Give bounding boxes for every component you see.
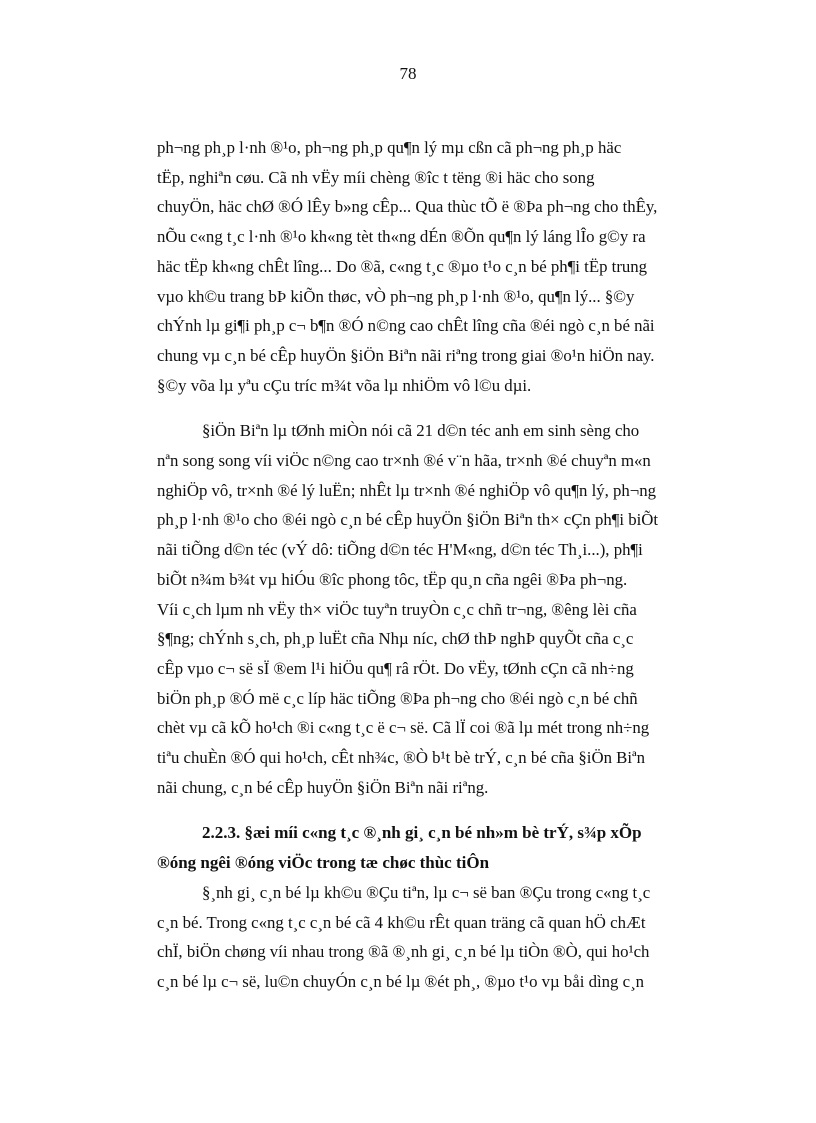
text-line: nãi tiÕng d©n téc (vÝ dô: tiÕng d©n téc H'M«ng, d©n téc Th¸i...), ph¶i xyxy=(157,540,643,560)
text-line: cÊp vµo c¬ së sÏ ®em l¹i hiÖu qu¶ râ rÖt. Do vËy, tØnh cÇn cã nh÷ng xyxy=(157,658,634,678)
text-line: c¸n bé. Trong c«ng t¸c c¸n bé cã 4 kh©u rÊt quan träng cã quan hÖ chÆt xyxy=(157,912,646,932)
paragraph-1 xyxy=(157,133,741,400)
text-line: biÕt n¾m b¾t vµ hiÓu ®îc phong tôc, tËp qu¸n cña ngêi ®Þa ph¬ng. xyxy=(157,569,628,589)
text-line: chÏ, biÖn chøng víi nhau trong ®ã ®¸nh gi¸ c¸n bé lµ tiÒn ®Ò, qui ho¹ch xyxy=(157,942,650,962)
text-line: chuyÖn, häc chØ ®Ó lÊy b»ng cÊp... Qua thùc tÕ ë ®Þa ph¬ng cho thÊy, xyxy=(157,197,658,217)
page-number: 78 xyxy=(399,64,417,83)
text-line: chÝnh lµ gi¶i ph¸p c¬ b¶n ®Ó n©ng cao chÊt lîng cña ®éi ngò c¸n bé nãi xyxy=(157,316,655,336)
text-line: chèt vµ cã kÕ ho¹ch ®i c«ng t¸c ë c¬ së. Cã lÏ coi ®ã lµ mét trong nh÷ng xyxy=(157,718,650,738)
text-line: §iÖn Biªn lµ tØnh miÒn nói cã 21 d©n téc anh em sinh sèng cho xyxy=(202,421,640,441)
document-body xyxy=(157,133,741,997)
paragraph-3 xyxy=(157,878,741,997)
text-line: §¶ng; chÝnh s¸ch, ph¸p luËt cña Nhµ níc, chØ thÞ nghÞ quyÕt cña c¸c xyxy=(157,629,634,649)
text-line: nghiÖp vô, tr×nh ®é lý luËn; nhÊt lµ tr×nh ®é nghiÖp vô qu¶n lý, ph¬ng xyxy=(157,480,657,500)
heading-line: 2.2.3. §æi míi c«ng t¸c ®¸nh gi¸ c¸n bé nh»m bè trÝ, s¾p xÕp xyxy=(202,823,642,843)
text-line: nãi chung, c¸n bé cÊp huyÖn §iÖn Biªn nãi riªng. xyxy=(157,777,489,797)
text-line: §©y võa lµ yªu cÇu tríc m¾t võa lµ nhiÖm vô l©u dµi. xyxy=(157,375,532,395)
text-line: ph¬ng ph¸p l·nh ®¹o, ph¬ng ph¸p qu¶n lý mµ cßn cã ph¬ng ph¸p häc xyxy=(157,138,622,157)
text-line: ph¸p l·nh ®¹o cho ®éi ngò c¸n bé cÊp huyÖn §iÖn Biªn th× cÇn ph¶i biÕt xyxy=(157,510,659,530)
text-line: chung vµ c¸n bé cÊp huyÖn §iÖn Biªn nãi riªng trong giai ®o¹n hiÖn nay. xyxy=(157,345,655,365)
text-line: vµo kh©u trang bÞ kiÕn thøc, vÒ ph¬ng ph¸p l·nh ®¹o, qu¶n lý... §©y xyxy=(157,286,635,306)
section-heading xyxy=(157,818,741,877)
text-line: Víi c¸ch lµm nh vËy th× viÖc tuyªn truyÒn c¸c chñ tr¬ng, ®êng lèi cña xyxy=(157,599,637,619)
text-line: tiªu chuÈn ®Ó qui ho¹ch, cÊt nh¾c, ®Ò b¹t bè trÝ, c¸n bé cña §iÖn Biªn xyxy=(157,748,646,768)
text-line: §¸nh gi¸ c¸n bé lµ kh©u ®Çu tiªn, lµ c¬ së ban ®Çu trong c«ng t¸c xyxy=(202,882,651,902)
text-line: c¸n bé lµ c¬ së, lu©n chuyÓn c¸n bé lµ ®ét ph¸, ®µo t¹o vµ båi dìng c¸n xyxy=(157,971,645,991)
paragraph-gap xyxy=(157,400,741,416)
text-line: häc tËp kh«ng chÊt lîng... Do ®ã, c«ng t¸c ®µo t¹o c¸n bé ph¶i tËp trung xyxy=(157,256,648,276)
text-line: biÖn ph¸p ®Ó më c¸c líp häc tiÕng ®Þa ph¬ng cho ®éi ngò c¸n bé chñ xyxy=(157,688,638,708)
text-line: tËp, nghiªn cøu. Cã nh vËy míi chèng ®îc t tëng ®i häc cho song xyxy=(157,167,595,187)
heading-line: ®óng ngêi ®óng viÖc trong tæ chøc thùc tiÔn xyxy=(157,853,490,873)
paragraph-2 xyxy=(157,416,741,802)
text-line: nÕu c«ng t¸c l·nh ®¹o kh«ng tèt th«ng dÉn ®Õn qu¶n lý láng lÎo g©y ra xyxy=(157,227,646,247)
text-line: nªn song song víi viÖc n©ng cao tr×nh ®é v¨n hãa, tr×nh ®é chuyªn m«n xyxy=(157,451,651,471)
paragraph-gap xyxy=(157,802,741,818)
